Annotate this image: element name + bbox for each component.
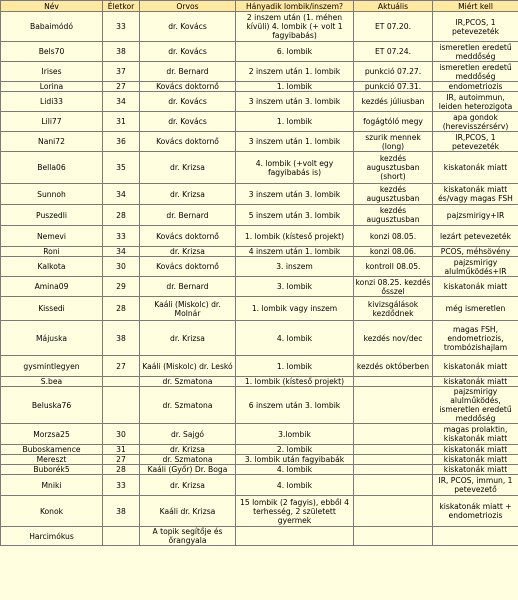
cell-current	[354, 465, 433, 475]
cell-name: Harcimókus	[1, 527, 103, 546]
table-row	[1, 62, 518, 82]
cell-doctor: dr. Kovács	[140, 112, 236, 132]
cell-age: 31	[103, 112, 140, 132]
cell-which: 1. lombik	[236, 356, 354, 377]
cell-name: Irises	[1, 62, 103, 82]
cell-reason: ismeretlen eredetű meddőség	[433, 42, 518, 62]
cell-doctor: dr. Szmatona	[140, 377, 236, 387]
cell-reason: IR, autoimmun, leiden heterozigota	[433, 92, 518, 112]
table-row	[1, 152, 518, 184]
cell-name: S.bea	[1, 377, 103, 387]
table-row	[1, 247, 518, 257]
header-current: Aktuális	[354, 1, 433, 12]
cell-which: 4. lombik	[236, 321, 354, 356]
cell-which: 3. lombik	[236, 277, 354, 297]
cell-doctor: Kaáli (Győr) Dr. Boga	[140, 465, 236, 475]
table-row	[1, 465, 518, 475]
cell-name: gysmintlegyen	[1, 356, 103, 377]
cell-age: 37	[103, 62, 140, 82]
table-row	[1, 132, 518, 152]
cell-reason: apa gondok (herevisszérsérv)	[433, 112, 518, 132]
table-row	[1, 184, 518, 205]
cell-name: Roni	[1, 247, 103, 257]
cell-which: 6. lombik	[236, 42, 354, 62]
cell-name: Bels70	[1, 42, 103, 62]
cell-reason: ismeretlen eredetű meddőség	[433, 62, 518, 82]
cell-doctor: A topik segítője és őrangyala	[140, 527, 236, 546]
cell-doctor: dr. Szmatona	[140, 387, 236, 424]
cell-doctor: Kaáli (Miskolc) dr. Leskó	[140, 356, 236, 377]
cell-name: Konok	[1, 496, 103, 527]
cell-which: 3. inszem	[236, 257, 354, 277]
cell-age	[103, 527, 140, 546]
cell-doctor: dr. Krizsa	[140, 247, 236, 257]
table-row	[1, 455, 518, 465]
cell-reason: kiskatonák miatt	[433, 455, 518, 465]
cell-doctor: Kovács doktornő	[140, 257, 236, 277]
cell-which: 4 inszem után 1. lombik	[236, 247, 354, 257]
cell-age	[103, 387, 140, 424]
cell-age: 35	[103, 152, 140, 184]
cell-name: Morzsa25	[1, 424, 103, 445]
table-body	[1, 12, 518, 546]
cell-age: 28	[103, 297, 140, 321]
table-row	[1, 475, 518, 496]
table-row	[1, 445, 518, 455]
cell-name: Babaimódó	[1, 12, 103, 42]
cell-which: 15 lombik (2 fagyis), ebből 4 terhesség, 2 született gyermek	[236, 496, 354, 527]
cell-doctor: dr. Krizsa	[140, 445, 236, 455]
cell-which	[236, 527, 354, 546]
header-reason: Miért kell	[433, 1, 518, 12]
table-row	[1, 377, 518, 387]
cell-name: Sunnoh	[1, 184, 103, 205]
cell-reason: pajzsmirigy alulműködés+IR	[433, 257, 518, 277]
cell-current: konzi 08.05.	[354, 226, 433, 247]
cell-current: kontroll 08.05.	[354, 257, 433, 277]
cell-current: kezdés augusztusban	[354, 205, 433, 226]
cell-name: Májuska	[1, 321, 103, 356]
cell-reason: PCOS, méhsövény	[433, 247, 518, 257]
cell-age	[103, 377, 140, 387]
cell-which: 1. lombik	[236, 82, 354, 92]
cell-reason: IR,PCOS, 1 petevezeték	[433, 132, 518, 152]
cell-doctor: Kovács doktornő	[140, 132, 236, 152]
table-row	[1, 92, 518, 112]
cell-current: kezdés nov/dec	[354, 321, 433, 356]
table-header	[1, 1, 518, 12]
cell-which: 1. lombik	[236, 112, 354, 132]
table-row	[1, 42, 518, 62]
cell-name: Lorina	[1, 82, 103, 92]
cell-current	[354, 475, 433, 496]
cell-doctor: dr. Krizsa	[140, 475, 236, 496]
cell-which: 2. lombik	[236, 445, 354, 455]
cell-current: punkció 07.31.	[354, 82, 433, 92]
table-row	[1, 387, 518, 424]
cell-reason	[433, 527, 518, 546]
cell-name: Bella06	[1, 152, 103, 184]
header-which: Hányadik lombik/inszem?	[236, 1, 354, 12]
cell-which: 1. lombik (kísteső projekt)	[236, 377, 354, 387]
header-row	[1, 1, 518, 12]
cell-age: 34	[103, 247, 140, 257]
cell-name: Mereszt	[1, 455, 103, 465]
cell-reason: kiskatonák miatt	[433, 152, 518, 184]
cell-reason: IR, PCOS, immun, 1 petevezető	[433, 475, 518, 496]
cell-current: punkció 07.27.	[354, 62, 433, 82]
cell-doctor: dr. Krizsa	[140, 152, 236, 184]
cell-name: Mniki	[1, 475, 103, 496]
cell-name: Puszedli	[1, 205, 103, 226]
cell-reason: kiskatonák miatt	[433, 465, 518, 475]
cell-age: 36	[103, 132, 140, 152]
header-age: Életkor	[103, 1, 140, 12]
cell-reason: kiskatonák miatt és/vagy magas FSH	[433, 184, 518, 205]
cell-current: szurik mennek (long)	[354, 132, 433, 152]
cell-doctor: dr. Sajgó	[140, 424, 236, 445]
cell-current	[354, 424, 433, 445]
table-row	[1, 527, 518, 546]
cell-doctor: dr. Bernard	[140, 277, 236, 297]
cell-name: Beluska76	[1, 387, 103, 424]
cell-doctor: dr. Krizsa	[140, 321, 236, 356]
cell-name: Amina09	[1, 277, 103, 297]
cell-doctor: dr. Bernard	[140, 62, 236, 82]
table-row	[1, 226, 518, 247]
cell-name: Nani72	[1, 132, 103, 152]
cell-name: Kissedi	[1, 297, 103, 321]
cell-current: kezdés júliusban	[354, 92, 433, 112]
cell-reason: IR,PCOS, 1 petevezeték	[433, 12, 518, 42]
cell-current: kivizsgálások kezdődnek	[354, 297, 433, 321]
cell-which: 3 inszem után 3. lombik	[236, 184, 354, 205]
cell-reason: pajzsmirigy alulműködés, ismeretlen eredetű meddőség	[433, 387, 518, 424]
table-row	[1, 356, 518, 377]
cell-which: 4. lombik	[236, 475, 354, 496]
cell-current	[354, 527, 433, 546]
cell-doctor: dr. Kovács	[140, 92, 236, 112]
cell-name: Lidi33	[1, 92, 103, 112]
table-row	[1, 321, 518, 356]
cell-age: 30	[103, 257, 140, 277]
cell-age: 38	[103, 42, 140, 62]
cell-which: 4. lombik (+volt egy fagyibabás is)	[236, 152, 354, 184]
cell-age: 30	[103, 424, 140, 445]
cell-name: Buborék5	[1, 465, 103, 475]
cell-doctor: Kovács doktornő	[140, 226, 236, 247]
cell-current	[354, 387, 433, 424]
table-row	[1, 82, 518, 92]
cell-name: Lili77	[1, 112, 103, 132]
header-doctor: Orvos	[140, 1, 236, 12]
cell-doctor: dr. Kovács	[140, 42, 236, 62]
table-row	[1, 205, 518, 226]
cell-doctor: dr. Szmatona	[140, 455, 236, 465]
table-row	[1, 257, 518, 277]
cell-age: 33	[103, 475, 140, 496]
cell-reason: még ismeretlen	[433, 297, 518, 321]
cell-name: Buboskamence	[1, 445, 103, 455]
table-row	[1, 496, 518, 527]
cell-age: 34	[103, 92, 140, 112]
cell-age: 34	[103, 184, 140, 205]
cell-which: 1. lombik vagy inszem	[236, 297, 354, 321]
table-row	[1, 297, 518, 321]
cell-age: 38	[103, 321, 140, 356]
cell-which: 6 inszem után 3. lombik	[236, 387, 354, 424]
cell-reason: pajzsmirigy+IR	[433, 205, 518, 226]
cell-reason: magas prolaktin, kiskatonák miatt	[433, 424, 518, 445]
table-row	[1, 112, 518, 132]
cell-which: 5 inszem után 3. lombik	[236, 205, 354, 226]
cell-name: Nemevi	[1, 226, 103, 247]
table-row	[1, 424, 518, 445]
cell-current: kezdés októberben	[354, 356, 433, 377]
cell-current: konzi 08.06.	[354, 247, 433, 257]
cell-reason: lezárt petevezeték	[433, 226, 518, 247]
cell-which: 3 inszem után 1. lombik	[236, 132, 354, 152]
cell-doctor: dr. Bernard	[140, 205, 236, 226]
cell-current	[354, 496, 433, 527]
cell-age: 28	[103, 205, 140, 226]
cell-doctor: dr. Krizsa	[140, 184, 236, 205]
cell-doctor: dr. Kovács	[140, 12, 236, 42]
cell-current	[354, 455, 433, 465]
cell-age: 28	[103, 465, 140, 475]
header-name: Név	[1, 1, 103, 12]
cell-current	[354, 377, 433, 387]
cell-name: Kalkota	[1, 257, 103, 277]
cell-which: 3. lombik után fagyibabák	[236, 455, 354, 465]
cell-reason: magas FSH, endometriozis, trombózishajlam	[433, 321, 518, 356]
cell-current: ET 07.20.	[354, 12, 433, 42]
cell-which: 2 inszem után (1. méhen kívüli) 4. lombik (+ volt 1 fagyibabás)	[236, 12, 354, 42]
cell-reason: kiskatonák miatt	[433, 377, 518, 387]
cell-age: 33	[103, 226, 140, 247]
cell-age: 27	[103, 356, 140, 377]
cell-doctor: Kaáli (Miskolc) dr. Molnár	[140, 297, 236, 321]
cell-reason: kiskatonák miatt	[433, 277, 518, 297]
cell-which: 4. lombik	[236, 465, 354, 475]
cell-reason: endometriozis	[433, 82, 518, 92]
cell-which: 3 inszem után 3. lombik	[236, 92, 354, 112]
table-row	[1, 277, 518, 297]
cell-reason: kiskatonák miatt	[433, 445, 518, 455]
cell-current	[354, 445, 433, 455]
cell-age: 33	[103, 12, 140, 42]
cell-doctor: Kaáli dr. Krizsa	[140, 496, 236, 527]
cell-which: 2 inszem után 1. lombik	[236, 62, 354, 82]
cell-current: fogágtóló megy	[354, 112, 433, 132]
cell-age: 27	[103, 82, 140, 92]
cell-age: 27	[103, 455, 140, 465]
cell-current: kezdés augusztusban (short)	[354, 152, 433, 184]
cell-which: 3.lombik	[236, 424, 354, 445]
cell-current: konzi 08.25. kezdés ősszel	[354, 277, 433, 297]
cell-reason: kiskatonák miatt	[433, 356, 518, 377]
cell-doctor: Kovács doktornő	[140, 82, 236, 92]
cell-age: 38	[103, 496, 140, 527]
cell-current: kezdés augusztusban	[354, 184, 433, 205]
cell-age: 31	[103, 445, 140, 455]
cell-which: 1. lombik (kísteső projekt)	[236, 226, 354, 247]
cell-current: ET 07.24.	[354, 42, 433, 62]
table-row	[1, 12, 518, 42]
cell-age: 29	[103, 277, 140, 297]
cell-reason: kiskatonák miatt + endometriozis	[433, 496, 518, 527]
